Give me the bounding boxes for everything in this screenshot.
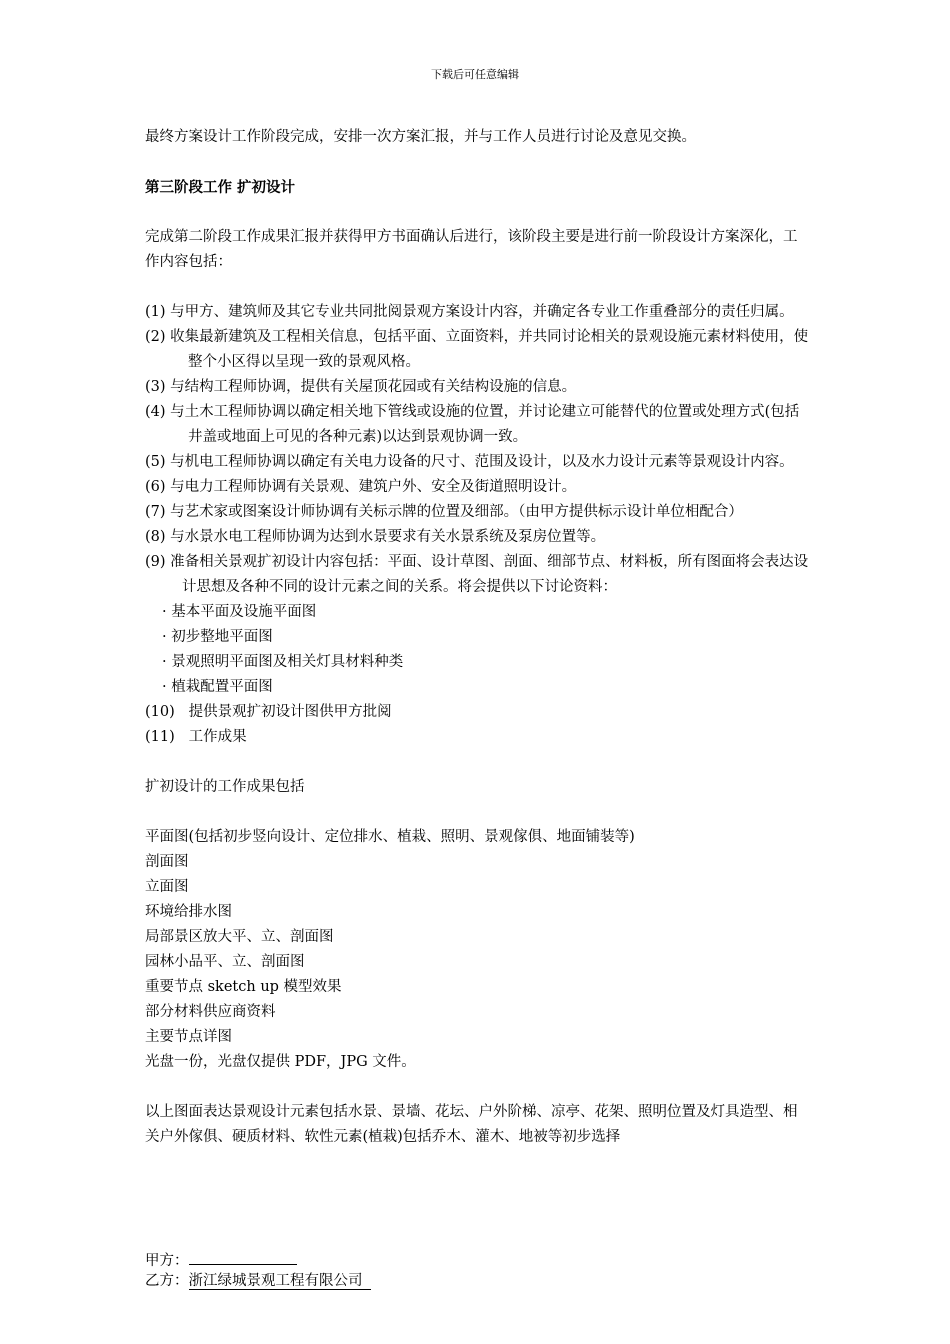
result-item: 主要节点详图 xyxy=(145,1029,232,1045)
work-item-7: (7) 与艺术家或图案设计师协调有关标示牌的位置及细部。（由甲方提供标示设计单位相配合） xyxy=(145,504,743,520)
document-body xyxy=(145,125,810,1150)
section-intro: 完成第二阶段工作成果汇报并获得甲方书面确认后进行，该阶段主要是进行前一阶段设计方案深化，工作内容包括： xyxy=(145,229,798,270)
result-item: 重要节点 sketch up 模型效果 xyxy=(145,979,342,995)
result-item: 立面图 xyxy=(145,879,189,895)
party-a-signature-line xyxy=(189,1250,297,1265)
result-item: 剖面图 xyxy=(145,854,189,870)
bullet-item: · 植栽配置平面图 xyxy=(162,679,273,695)
work-item-9: (9) 准备相关景观扩初设计内容包括：平面、设计草图、剖面、细部节点、材料板，所有图面将会表达设计思想及各种不同的设计元素之间的关系。将会提供以下讨论资料： xyxy=(145,554,809,595)
party-a-label: 甲方： xyxy=(145,1253,189,1269)
work-item-4: (4) 与土木工程师协调以确定相关地下管线或设施的位置，并讨论建立可能替代的位置或处理方式(包括井盖或地面上可见的各种元素)以达到景观协调一致。 xyxy=(145,404,800,445)
work-item-8: (8) 与水景水电工程师协调为达到水景要求有关水景系统及泵房位置等。 xyxy=(145,529,606,545)
result-item: 光盘一份，光盘仅提供 PDF，JPG 文件。 xyxy=(145,1054,416,1070)
work-item-10: (10) 提供景观扩初设计图供甲方批阅 xyxy=(145,704,392,720)
party-a-line xyxy=(145,1250,371,1271)
results-title: 扩初设计的工作成果包括 xyxy=(145,779,305,795)
bullet-item: · 初步整地平面图 xyxy=(162,629,273,645)
result-item: 部分材料供应商资料 xyxy=(145,1004,276,1020)
page-header: 下载后可任意编辑 xyxy=(431,68,519,81)
party-b-name: 浙江绿城景观工程有限公司 xyxy=(189,1273,371,1290)
closing-paragraph: 以上图面表达景观设计元素包括水景、景墙、花坛、户外阶梯、凉亭、花架、照明位置及灯具造型、相关户外傢俱、硬质材料、软性元素(植栽)包括乔木、灌木、地被等初步选择 xyxy=(145,1104,798,1145)
result-item: 局部景区放大平、立、剖面图 xyxy=(145,929,334,945)
work-item-5: (5) 与机电工程师协调以确定有关电力设备的尺寸、范围及设计，以及水力设计元素等景观设计内容。 xyxy=(145,454,794,470)
result-item: 环境给排水图 xyxy=(145,904,232,920)
party-b-line xyxy=(145,1271,371,1291)
work-item-6: (6) 与电力工程师协调有关景观、建筑户外、安全及街道照明设计。 xyxy=(145,479,577,495)
work-item-11: (11) 工作成果 xyxy=(145,729,247,745)
work-item-3: (3) 与结构工程师协调，提供有关屋顶花园或有关结构设施的信息。 xyxy=(145,379,577,395)
party-b-label: 乙方： xyxy=(145,1273,189,1289)
work-item-2: (2) 收集最新建筑及工程相关信息，包括平面、立面资料，并共同讨论相关的景观设施元素材料使用，使整个小区得以呈现一致的景观风格。 xyxy=(145,329,809,370)
bullet-item: · 基本平面及设施平面图 xyxy=(162,604,317,620)
work-item-1: (1) 与甲方、建筑师及其它专业共同批阅景观方案设计内容，并确定各专业工作重叠部分的责任归属。 xyxy=(145,304,794,320)
result-item: 平面图(包括初步竖向设计、定位排水、植栽、照明、景观傢俱、地面铺装等) xyxy=(145,829,635,845)
signature-block xyxy=(145,1250,371,1291)
bullet-item: · 景观照明平面图及相关灯具材料种类 xyxy=(162,654,404,670)
intro-paragraph: 最终方案设计工作阶段完成，安排一次方案汇报，并与工作人员进行讨论及意见交换。 xyxy=(145,129,696,145)
result-item: 园林小品平、立、剖面图 xyxy=(145,954,305,970)
section-title: 第三阶段工作 扩初设计 xyxy=(145,179,296,196)
